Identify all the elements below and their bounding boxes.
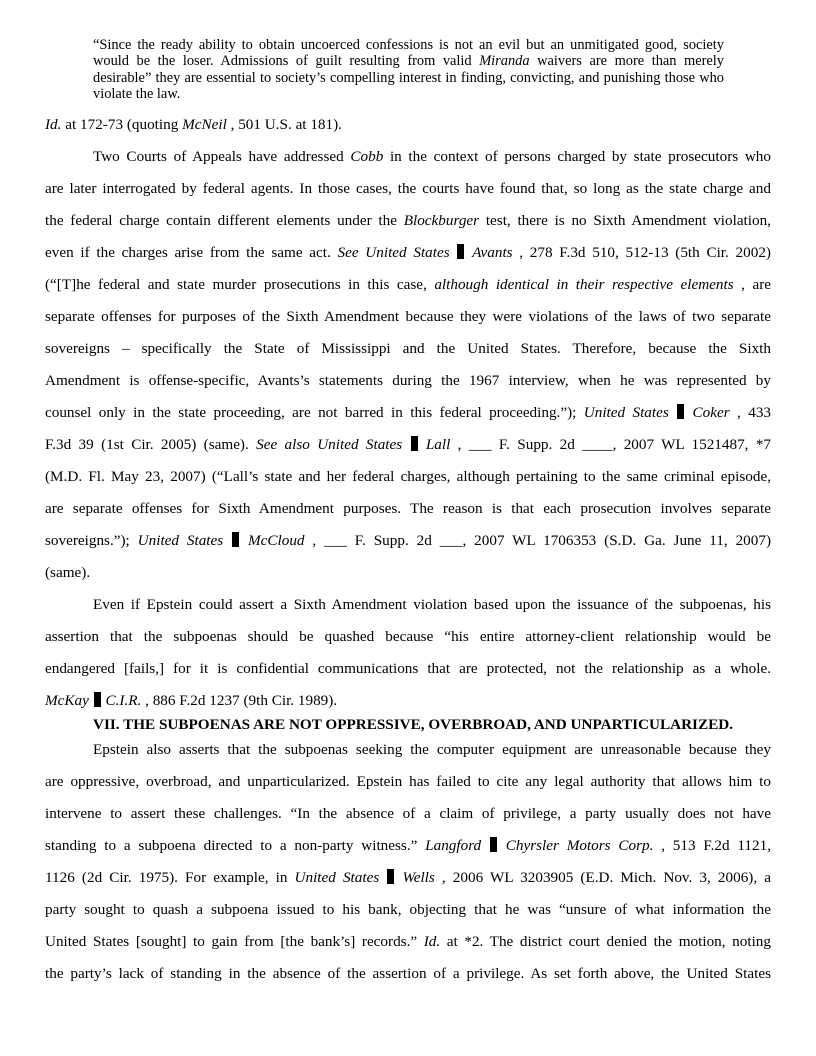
para3-line: intervene to assert these challenges. “In the absence of a claim of privilege, a party usually does not have	[45, 805, 771, 822]
block-quote-italic: Miranda	[479, 53, 530, 70]
para1-line: are later interrogated by federal agents. In those cases, the courts have found that, so long as the state charge and	[45, 180, 771, 197]
para1-line: (M.D. Fl. May 23, 2007) (“Lall’s state and her federal charges, although pertaining to the same criminal episode,	[45, 468, 771, 485]
para1-line: even if the charges arise from the same act. See United States Avants , 278 F.3d 510, 512-13 (5th Cir. 2002)	[45, 244, 771, 261]
para1-line: Two Courts of Appeals have addressed Cobb in the context of persons charged by state prosecutors who	[93, 148, 771, 165]
para1-line: are separate offenses for Sixth Amendment purposes. The reason is that each prosecution involves separate	[45, 500, 771, 517]
para2-line: endangered [fails,] for it is confidential communications that are protected, not the relationship as a whole.	[45, 660, 771, 677]
para1-line: separate offenses for purposes of the Sixth Amendment because they were violations of the laws of two separate	[45, 308, 771, 325]
para3-line: party sought to quash a subpoena issued to his bank, objecting that he was “unsure of what information the	[45, 901, 771, 918]
para1-line: sovereigns – specifically the State of Mississippi and the United States. Therefore, because the Sixth	[45, 340, 771, 357]
para2-line: Even if Epstein could assert a Sixth Amendment violation based upon the issuance of the subpoenas, his	[93, 596, 771, 613]
para1-line: F.3d 39 (1st Cir. 2005) (same). See also United States Lall , ___ F. Supp. 2d ____, 2007 WL 1521487, *7	[45, 436, 772, 453]
para1-line: the federal charge contain different elements under the Blockburger test, there is no Sixth Amendment violation,	[45, 212, 771, 229]
para2-line: assertion that the subpoenas should be quashed because “his entire attorney-client relationship would be	[45, 628, 771, 645]
para1-line: (“[T]he federal and state murder prosecutions in this case, although identical in their respective elements , are	[45, 276, 771, 293]
block-quote-text: “Since the ready ability to obtain uncoerced confessions is not an evil but an unmitigated good, society would be the loser. Admissions of guilt resulting from valid	[93, 37, 724, 70]
para1-line: Amendment is offense-specific, Avants’s statements during the 1967 interview, when he was represented by	[45, 372, 771, 389]
redaction-mark	[677, 404, 684, 419]
para1-line: counsel only in the state proceeding, are not barred in this federal proceeding.”); United States Coker , 433	[45, 404, 772, 421]
section-heading: VII. THE SUBPOENAS ARE NOT OPPRESSIVE, OVERBROAD, AND UNPARTICULARIZED.	[93, 716, 733, 733]
block-quote	[93, 37, 724, 103]
para1-line: (same).	[45, 564, 91, 581]
para3-line: United States [sought] to gain from [the bank’s] records.” Id. at *2. The district court denied the motion, noting	[45, 933, 771, 950]
para1-line: sovereigns.”); United States McCloud , ___ F. Supp. 2d ___, 2007 WL 1706353 (S.D. Ga. June 11, 2007)	[45, 532, 772, 549]
para2-line: McKay C.I.R. , 886 F.2d 1237 (9th Cir. 1989).	[45, 692, 338, 709]
para3-line: 1126 (2d Cir. 1975). For example, in United States Wells , 2006 WL 3203905 (E.D. Mich. Nov. 3, 2006), a	[45, 869, 771, 886]
redaction-mark	[387, 869, 394, 884]
para3-line: the party’s lack of standing in the absence of the assertion of a privilege. As set forth above, the United States	[45, 965, 771, 982]
block-quote-text-end: waivers are more than merely desirable” they are essential to society’s compelling interest in finding, convicting, and punishing those who violate the law.	[93, 53, 724, 103]
redaction-mark	[490, 837, 497, 852]
quote-citation: Id. at 172-73 (quoting McNeil , 501 U.S. at 181).	[45, 116, 342, 133]
redaction-mark	[457, 244, 464, 259]
para3-line: are oppressive, overbroad, and unparticularized. Epstein has failed to cite any legal authority that allows him to	[45, 773, 771, 790]
para3-line: standing to a subpoena directed to a non-party witness.” Langford Chyrsler Motors Corp. , 513 F.2d 1121,	[45, 837, 771, 854]
redaction-mark	[411, 436, 418, 451]
redaction-mark	[94, 692, 101, 707]
block-quote-full	[0, 0, 1, 1]
para3-line: Epstein also asserts that the subpoenas seeking the computer equipment are unreasonable because they	[93, 741, 771, 758]
redaction-mark	[232, 532, 239, 547]
